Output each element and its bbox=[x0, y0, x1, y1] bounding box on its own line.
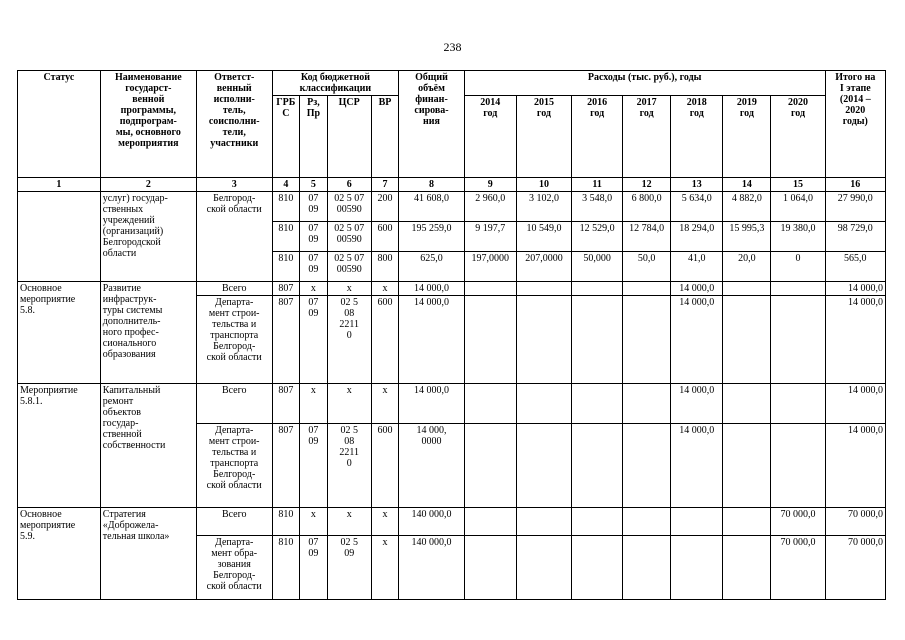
column-number: 14 bbox=[723, 178, 771, 192]
year-2014-cell: 2 960,0 bbox=[464, 192, 516, 222]
year-2014-cell bbox=[464, 384, 516, 424]
column-number: 6 bbox=[327, 178, 371, 192]
year-2017-cell bbox=[623, 296, 671, 384]
year-2015-cell bbox=[516, 424, 571, 508]
csr-cell: х bbox=[327, 384, 371, 424]
year-2016-cell bbox=[572, 508, 623, 536]
year-2015-cell bbox=[516, 508, 571, 536]
year-2014-cell bbox=[464, 508, 516, 536]
total-cell: 195 259,0 bbox=[399, 222, 464, 252]
year-2020-cell: 70 000,0 bbox=[771, 508, 825, 536]
page-number: 238 bbox=[443, 40, 462, 54]
year-2019-cell bbox=[723, 282, 771, 296]
column-number-row bbox=[18, 178, 886, 192]
grbs-cell: 810 bbox=[272, 192, 300, 222]
year-2016-cell bbox=[572, 424, 623, 508]
status-cell bbox=[18, 192, 101, 282]
header-budget-code: Код бюджетной классификации bbox=[272, 71, 399, 96]
responsible-cell: Белгород- ской области bbox=[196, 192, 272, 282]
header-grbs: ГРБ С bbox=[272, 96, 300, 178]
year-2020-cell: 0 bbox=[771, 252, 825, 282]
year-2017-cell: 12 784,0 bbox=[623, 222, 671, 252]
total-cell: 14 000,0 bbox=[399, 296, 464, 384]
year-2016-cell bbox=[572, 296, 623, 384]
grbs-cell: 807 bbox=[272, 296, 300, 384]
year-2016-cell: 50,000 bbox=[572, 252, 623, 282]
grbs-cell: 810 bbox=[272, 252, 300, 282]
year-2014-cell bbox=[464, 282, 516, 296]
header-csr: ЦСР bbox=[327, 96, 371, 178]
grbs-cell: 810 bbox=[272, 222, 300, 252]
responsible-cell: Всего bbox=[196, 384, 272, 424]
year-2017-cell: 6 800,0 bbox=[623, 192, 671, 222]
csr-cell: 02 5 08 2211 0 bbox=[327, 296, 371, 384]
year-2014-cell bbox=[464, 424, 516, 508]
rzpr-cell: 07 09 bbox=[300, 192, 328, 222]
rzpr-cell: 07 09 bbox=[300, 536, 328, 600]
responsible-cell: Всего bbox=[196, 508, 272, 536]
header-total-funding: Общий объём финан- сирова- ния bbox=[399, 71, 464, 178]
program-name-cell: Развитие инфраструк- туры системы дополнитель- ного профес- сионального образования bbox=[100, 282, 196, 384]
year-2017-cell bbox=[623, 424, 671, 508]
year-2018-cell: 14 000,0 bbox=[671, 296, 723, 384]
column-number: 10 bbox=[516, 178, 571, 192]
stage-total-cell: 14 000,0 bbox=[825, 282, 885, 296]
header-program-name: Наименование государст- венной программы, подпрограм- мы, основного мероприятия bbox=[100, 71, 196, 178]
rzpr-cell: 07 09 bbox=[300, 222, 328, 252]
vr-cell: 600 bbox=[371, 222, 399, 252]
csr-cell: 02 5 07 00590 bbox=[327, 252, 371, 282]
year-2018-cell: 14 000,0 bbox=[671, 282, 723, 296]
grbs-cell: 810 bbox=[272, 508, 300, 536]
header-rzpr: Рз, Пр bbox=[300, 96, 328, 178]
year-2020-cell bbox=[771, 282, 825, 296]
column-number: 3 bbox=[196, 178, 272, 192]
table-row bbox=[18, 282, 886, 296]
program-name-cell: Капитальный ремонт объектов государ- ственной собственности bbox=[100, 384, 196, 508]
header-expenses: Расходы (тыс. руб.), годы bbox=[464, 71, 825, 96]
column-number: 8 bbox=[399, 178, 464, 192]
status-cell: Основное мероприятие 5.9. bbox=[18, 508, 101, 600]
table-row bbox=[18, 508, 886, 536]
total-cell: 14 000,0 bbox=[399, 282, 464, 296]
stage-total-cell: 14 000,0 bbox=[825, 424, 885, 508]
year-2020-cell: 19 380,0 bbox=[771, 222, 825, 252]
rzpr-cell: 07 09 bbox=[300, 296, 328, 384]
vr-cell: х bbox=[371, 508, 399, 536]
responsible-cell: Департа- мент строи- тельства и транспорта Белгород- ской области bbox=[196, 296, 272, 384]
budget-table bbox=[17, 70, 886, 600]
year-2015-cell: 10 549,0 bbox=[516, 222, 571, 252]
total-cell: 140 000,0 bbox=[399, 536, 464, 600]
grbs-cell: 807 bbox=[272, 424, 300, 508]
column-number: 16 bbox=[825, 178, 885, 192]
stage-total-cell: 70 000,0 bbox=[825, 508, 885, 536]
year-2017-cell bbox=[623, 282, 671, 296]
column-number: 15 bbox=[771, 178, 825, 192]
grbs-cell: 810 bbox=[272, 536, 300, 600]
year-2020-cell bbox=[771, 296, 825, 384]
vr-cell: 600 bbox=[371, 296, 399, 384]
column-number: 1 bbox=[18, 178, 101, 192]
year-2016-cell: 3 548,0 bbox=[572, 192, 623, 222]
year-2015-cell: 3 102,0 bbox=[516, 192, 571, 222]
responsible-cell: Департа- мент строи- тельства и транспорта Белгород- ской области bbox=[196, 424, 272, 508]
stage-total-cell: 565,0 bbox=[825, 252, 885, 282]
column-number: 2 bbox=[100, 178, 196, 192]
year-2014-cell bbox=[464, 296, 516, 384]
header-responsible: Ответст- венный исполни- тель, соисполни- тели, участники bbox=[196, 71, 272, 178]
header-stage-total: Итого на I этапе (2014 – 2020 годы) bbox=[825, 71, 885, 178]
column-number: 5 bbox=[300, 178, 328, 192]
csr-cell: 02 5 08 2211 0 bbox=[327, 424, 371, 508]
total-cell: 41 608,0 bbox=[399, 192, 464, 222]
year-2019-cell bbox=[723, 508, 771, 536]
column-number: 4 bbox=[272, 178, 300, 192]
year-2017-cell bbox=[623, 536, 671, 600]
header-year-2019: 2019 год bbox=[723, 96, 771, 178]
grbs-cell: 807 bbox=[272, 384, 300, 424]
year-2019-cell bbox=[723, 536, 771, 600]
year-2018-cell: 14 000,0 bbox=[671, 384, 723, 424]
year-2018-cell: 5 634,0 bbox=[671, 192, 723, 222]
year-2015-cell bbox=[516, 536, 571, 600]
table-row bbox=[18, 384, 886, 424]
program-name-cell: Стратегия «Доброжела- тельная школа» bbox=[100, 508, 196, 600]
header-year-2016: 2016 год bbox=[572, 96, 623, 178]
year-2018-cell: 14 000,0 bbox=[671, 424, 723, 508]
vr-cell: х bbox=[371, 282, 399, 296]
total-cell: 14 000, 0000 bbox=[399, 424, 464, 508]
table-row bbox=[18, 192, 886, 222]
year-2016-cell bbox=[572, 384, 623, 424]
year-2017-cell bbox=[623, 508, 671, 536]
year-2019-cell: 20,0 bbox=[723, 252, 771, 282]
header-status: Статус bbox=[18, 71, 101, 178]
header-vr: ВР bbox=[371, 96, 399, 178]
vr-cell: 800 bbox=[371, 252, 399, 282]
grbs-cell: 807 bbox=[272, 282, 300, 296]
vr-cell: х bbox=[371, 536, 399, 600]
stage-total-cell: 70 000,0 bbox=[825, 536, 885, 600]
header-year-2020: 2020 год bbox=[771, 96, 825, 178]
rzpr-cell: х bbox=[300, 508, 328, 536]
year-2018-cell: 41,0 bbox=[671, 252, 723, 282]
total-cell: 625,0 bbox=[399, 252, 464, 282]
status-cell: Основное мероприятие 5.8. bbox=[18, 282, 101, 384]
year-2018-cell bbox=[671, 536, 723, 600]
responsible-cell: Департа- мент обра- зования Белгород- ской области bbox=[196, 536, 272, 600]
year-2015-cell: 207,0000 bbox=[516, 252, 571, 282]
rzpr-cell: 07 09 bbox=[300, 424, 328, 508]
year-2020-cell: 70 000,0 bbox=[771, 536, 825, 600]
responsible-cell: Всего bbox=[196, 282, 272, 296]
year-2019-cell bbox=[723, 384, 771, 424]
stage-total-cell: 98 729,0 bbox=[825, 222, 885, 252]
header-year-2017: 2017 год bbox=[623, 96, 671, 178]
year-2017-cell: 50,0 bbox=[623, 252, 671, 282]
csr-cell: 02 5 09 bbox=[327, 536, 371, 600]
year-2018-cell: 18 294,0 bbox=[671, 222, 723, 252]
status-cell: Мероприятие 5.8.1. bbox=[18, 384, 101, 508]
csr-cell: 02 5 07 00590 bbox=[327, 192, 371, 222]
year-2019-cell bbox=[723, 424, 771, 508]
year-2018-cell bbox=[671, 508, 723, 536]
year-2015-cell bbox=[516, 282, 571, 296]
year-2019-cell: 4 882,0 bbox=[723, 192, 771, 222]
stage-total-cell: 14 000,0 bbox=[825, 296, 885, 384]
rzpr-cell: х bbox=[300, 282, 328, 296]
header-year-2018: 2018 год bbox=[671, 96, 723, 178]
year-2017-cell bbox=[623, 384, 671, 424]
year-2014-cell bbox=[464, 536, 516, 600]
year-2014-cell: 197,0000 bbox=[464, 252, 516, 282]
year-2019-cell: 15 995,3 bbox=[723, 222, 771, 252]
column-number: 11 bbox=[572, 178, 623, 192]
year-2016-cell bbox=[572, 282, 623, 296]
vr-cell: х bbox=[371, 384, 399, 424]
csr-cell: 02 5 07 00590 bbox=[327, 222, 371, 252]
year-2020-cell bbox=[771, 384, 825, 424]
vr-cell: 200 bbox=[371, 192, 399, 222]
stage-total-cell: 14 000,0 bbox=[825, 384, 885, 424]
column-number: 9 bbox=[464, 178, 516, 192]
csr-cell: х bbox=[327, 508, 371, 536]
year-2015-cell bbox=[516, 296, 571, 384]
stage-total-cell: 27 990,0 bbox=[825, 192, 885, 222]
year-2016-cell bbox=[572, 536, 623, 600]
vr-cell: 600 bbox=[371, 424, 399, 508]
column-number: 12 bbox=[623, 178, 671, 192]
year-2019-cell bbox=[723, 296, 771, 384]
rzpr-cell: 07 09 bbox=[300, 252, 328, 282]
csr-cell: х bbox=[327, 282, 371, 296]
header-year-2014: 2014 год bbox=[464, 96, 516, 178]
year-2020-cell bbox=[771, 424, 825, 508]
year-2014-cell: 9 197,7 bbox=[464, 222, 516, 252]
year-2020-cell: 1 064,0 bbox=[771, 192, 825, 222]
program-name-cell: услуг) государ- ственных учреждений (организаций) Белгородской области bbox=[100, 192, 196, 282]
total-cell: 140 000,0 bbox=[399, 508, 464, 536]
rzpr-cell: х bbox=[300, 384, 328, 424]
year-2015-cell bbox=[516, 384, 571, 424]
column-number: 7 bbox=[371, 178, 399, 192]
total-cell: 14 000,0 bbox=[399, 384, 464, 424]
header-year-2015: 2015 год bbox=[516, 96, 571, 178]
year-2016-cell: 12 529,0 bbox=[572, 222, 623, 252]
column-number: 13 bbox=[671, 178, 723, 192]
